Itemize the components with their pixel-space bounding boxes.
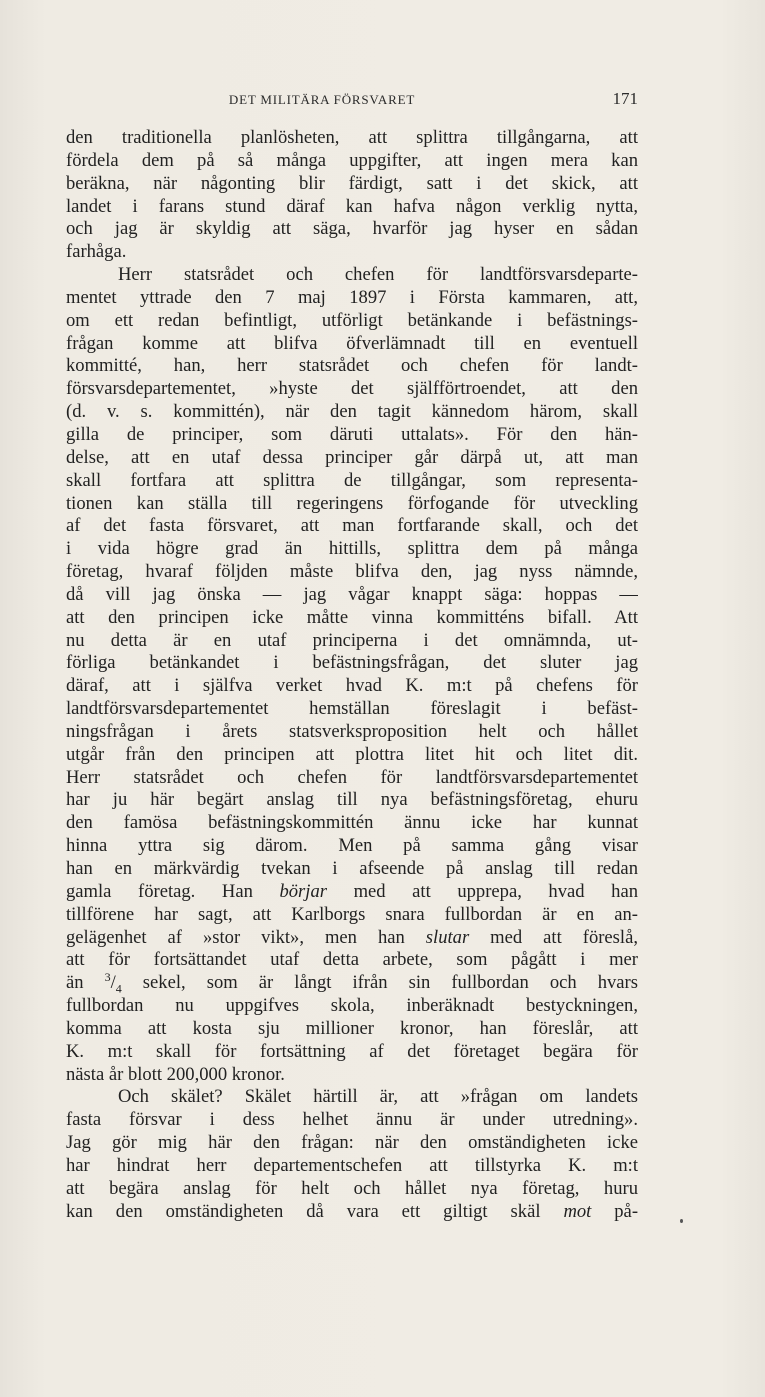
- text-line: beräkna, när någonting blir färdigt, satt i det skick, att: [66, 172, 638, 194]
- text-line: nästa år blott 200,000 kronor.: [66, 1063, 285, 1085]
- text-line: Herr statsrådet och chefen för landtförsvarsdeparte-: [118, 264, 638, 286]
- text-run: med att upprepa, hvad han: [326, 880, 638, 902]
- text-line: den traditionella planlösheten, att splittra tillgångarna, att: [66, 127, 638, 148]
- text-run: än: [66, 972, 105, 994]
- text-line: nu detta är en utaf principerna i det omnämnda, ut-: [66, 629, 638, 651]
- text-run: på-: [591, 1200, 638, 1222]
- text-line: utgår från den principen att plottra litet hit och litet dit.: [66, 743, 638, 765]
- fraction-denominator: 4: [115, 981, 122, 996]
- text-line: [66, 972, 638, 995]
- text-line: att den principen icke måtte vinna kommitténs bifall. Att: [66, 606, 638, 628]
- text-line: har hindrat herr departementschefen att tillstyrka K. m:t: [66, 1154, 638, 1176]
- text-line: landtförsvarsdepartementet hemställan föreslagit i befäst-: [66, 698, 638, 720]
- text-line: däraf, att i själfva verket hvad K. m:t på chefens för: [66, 675, 638, 697]
- text-run: gelägenhet af »stor vikt», men han: [66, 926, 426, 948]
- text-run: med att föreslå,: [469, 926, 638, 948]
- text-line: af det fasta försvaret, att man fortfarande skall, och det: [66, 515, 638, 537]
- text-line: Herr statsrådet och chefen för landtförsvarsdepartementet: [66, 766, 638, 788]
- text-line: fullbordan nu uppgifves skola, inberäknadt bestyckningen,: [66, 995, 638, 1017]
- running-title: DET MILITÄRA FÖRSVARET: [228, 92, 416, 107]
- text-line: då vill jag önska — jag vågar knappt säga: hoppas —: [66, 583, 638, 605]
- text-line: i vida högre grad än hittills, splittra dem på många: [66, 538, 638, 560]
- text-line: gilla de principer, som däruti uttalats». För den hän-: [66, 423, 638, 445]
- body-text: [66, 127, 638, 1224]
- text-line: landet i farans stund däraf kan hafva någon verklig nytta,: [66, 195, 638, 217]
- text-line: frågan komme att blifva öfverlämnadt till en eventuell: [66, 332, 638, 354]
- text-line: [66, 881, 638, 904]
- text-line: att för fortsättandet utaf detta arbete, som pågått i mer: [66, 949, 638, 971]
- text-line: har ju här begärt anslag till nya befästningsföretag, ehuru: [66, 789, 638, 811]
- italic-word: slutar: [425, 926, 470, 948]
- text-line: [66, 927, 638, 950]
- text-line: delse, att en utaf dessa principer går därpå ut, att man: [66, 446, 638, 468]
- text-run: gamla företag. Han: [66, 880, 280, 902]
- text-line: försvarsdepartementet, »hyste det själfförtroendet, att den: [66, 378, 638, 400]
- text-line: skall fortfara att splittra de tillgångar, som representa-: [66, 469, 638, 491]
- text-line: fördela dem på så många uppgifter, att ingen mera kan: [66, 149, 638, 171]
- fraction-numerator: 3: [104, 972, 111, 985]
- text-run: /: [110, 972, 116, 994]
- text-line: hinna yttra sig därom. Men på samma gång visar: [66, 835, 638, 857]
- text-line: K. m:t skall för fortsättning af det företaget begära för: [66, 1040, 638, 1062]
- text-line: tionen kan ställa till regeringens förfogande för utveckling: [66, 492, 638, 514]
- text-run: kan den omständigheten då vara ett giltigt skäl: [66, 1200, 564, 1222]
- text-line: den famösa befästningskommittén ännu icke har kunnat: [66, 812, 638, 834]
- paper-speck: [680, 1219, 683, 1223]
- text-line: farhåga.: [66, 241, 127, 263]
- text-line: [66, 1201, 638, 1224]
- italic-word: börjar: [279, 880, 327, 902]
- text-run: sekel, som är långt ifrån sin fullbordan och hvars: [121, 972, 638, 994]
- text-line: kommitté, han, herr statsrådet och chefen för landt-: [66, 355, 638, 377]
- page-number: 171: [612, 89, 638, 108]
- text-line: tillförene har sagt, att Karlborgs snara fullbordan är en an-: [66, 903, 638, 925]
- text-line: ningsfrågan i årets statsverksproposition helt och hållet: [66, 720, 638, 742]
- text-line: att begära anslag för helt och hållet nya företag, huru: [66, 1177, 638, 1199]
- text-line: företag, hvaraf följden måste blifva den, jag nyss nämnde,: [66, 561, 638, 583]
- text-line: och jag är skyldig att säga, hvarför jag hyser en sådan: [66, 218, 638, 240]
- text-line: han en märkvärdig tvekan i afseende på anslag till redan: [66, 858, 638, 879]
- running-head: [66, 89, 638, 112]
- text-line: mentet yttrade den 7 maj 1897 i Första kammaren, att,: [66, 286, 638, 308]
- text-line: förliga betänkandet i befästningsfrågan, det sluter jag: [66, 652, 638, 674]
- text-line: (d. v. s. kommittén), när den tagit kännedom härom, skall: [66, 401, 638, 423]
- text-line: om ett redan befintligt, utförligt betänkande i befästnings-: [66, 309, 638, 331]
- text-line: Jag gör mig här den frågan: när den omständigheten icke: [66, 1132, 638, 1154]
- text-line: Och skälet? Skälet härtill är, att »frågan om landets: [118, 1086, 638, 1108]
- italic-word: mot: [563, 1200, 592, 1222]
- text-line: fasta försvar i dess helhet ännu är under utredning».: [66, 1109, 638, 1131]
- text-line: komma att kosta sju millioner kronor, han föreslår, att: [66, 1017, 638, 1039]
